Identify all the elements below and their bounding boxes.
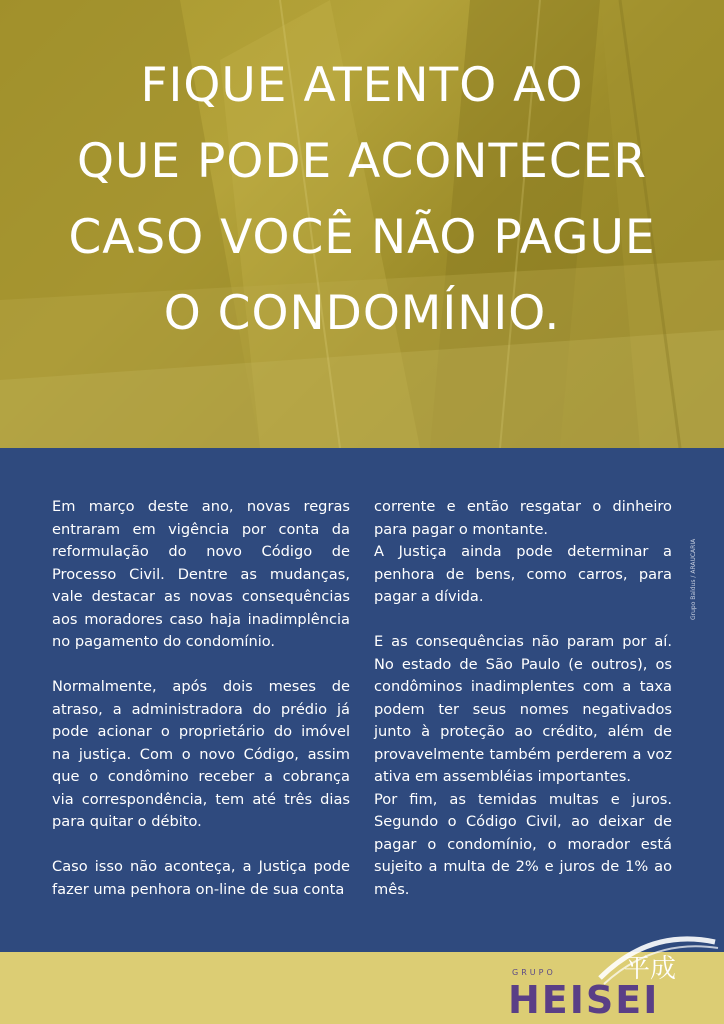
headline-line-1: FIQUE ATENTO AO	[140, 58, 584, 113]
paragraph: Em março deste ano, novas regras entraram em vigência por conta da reformulação do novo Código de Processo Civil. Dentre as mudanças, vale destacar as novas consequências aos moradores caso haja inadimplência no pagamento do condomínio.	[52, 498, 350, 650]
headline-line-4: O CONDOMÍNIO.	[163, 286, 561, 341]
logo-wordmark: HEISEI	[508, 978, 660, 1022]
article-column-left	[52, 496, 350, 924]
headline-line-3: CASO VOCÊ NÃO PAGUE	[68, 210, 656, 265]
logo-group-label: GRUPO	[512, 968, 556, 977]
image-credit: Grupo Baldus / ARAUCÁRIA	[690, 538, 697, 620]
page-title	[0, 48, 724, 352]
paragraph: Caso isso não aconteça, a Justiça pode fazer uma penhora on-line de sua conta	[52, 858, 350, 898]
paragraph: A Justiça ainda pode determinar a penhora de bens, como carros, para pagar a dívida.	[374, 543, 672, 605]
logo-kanji: 平成	[624, 954, 677, 984]
article-panel	[0, 448, 724, 952]
article-column-right	[374, 496, 672, 924]
headline-line-2: QUE PODE ACONTECER	[76, 134, 648, 189]
paragraph: corrente e então resgatar o dinheiro para pagar o montante.	[374, 498, 672, 538]
paragraph: E as consequências não param por aí. No estado de São Paulo (e outros), os condôminos inadimplentes com a taxa podem ter seus nomes negativados junto à proteção ao crédito, além de provavelmente também perderem a voz ativa em assembléias importantes.	[374, 633, 672, 785]
paragraph: Normalmente, após dois meses de atraso, a administradora do prédio já pode acionar o proprietário do imóvel na justiça. Com o novo Código, assim que o condômino receber a cobrança via correspondência, tem até três dias para quitar o débito.	[52, 678, 350, 830]
hero-banner	[0, 0, 724, 448]
paragraph: Por fim, as temidas multas e juros. Segundo o Código Civil, ao deixar de pagar o condomínio, o morador está sujeito a multa de 2% e juros de 1% ao mês.	[374, 790, 672, 898]
